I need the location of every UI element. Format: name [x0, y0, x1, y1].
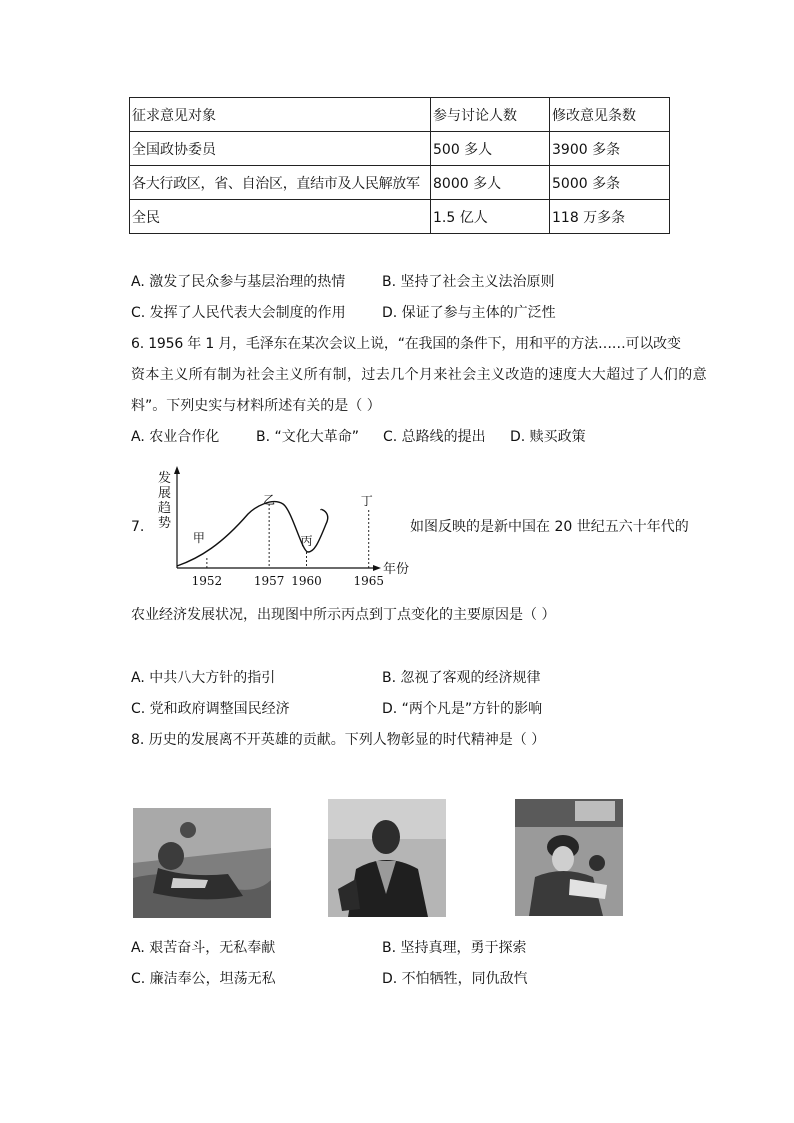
q7-stem-next: 农业经济发展状况，出现图中所示丙点到丁点变化的主要原因是（ ） — [131, 607, 556, 623]
y-axis-label: 发展趋势 — [158, 471, 172, 531]
table-header: 修改意见条数 — [550, 98, 670, 132]
table-row — [130, 200, 670, 234]
x-tick-label: 1965 — [353, 574, 385, 588]
q6-option-b: B. “文化大革命” — [256, 429, 360, 445]
table-cell: 全国政协委员 — [130, 132, 431, 166]
survey-table — [129, 97, 670, 234]
q6-stem-line2: 资本主义所有制为社会主义所有制，过去几个月来社会主义改造的速度大大超过了人们的意 — [131, 367, 707, 383]
q7-option-b: B. 忽视了客观的经济规律 — [382, 670, 541, 686]
table-header-row — [130, 98, 670, 132]
q5-option-d: D. 保证了参与主体的广泛性 — [382, 305, 556, 321]
q8-option-d: D. 不怕牺牲，同仇敌忾 — [382, 971, 528, 987]
hero-photo-2 — [328, 799, 446, 917]
x-tick-label: 1952 — [191, 574, 223, 588]
q8-option-c: C. 廉洁奉公，坦荡无私 — [131, 971, 276, 987]
q7-number: 7. — [131, 519, 145, 535]
q8-option-a: A. 艰苦奋斗，无私奉献 — [131, 940, 276, 956]
table-cell: 全民 — [130, 200, 431, 234]
x-tick-label: 1957 — [253, 574, 285, 588]
table-cell: 各大行政区，省、自治区，直结市及人民解放军 — [130, 166, 431, 200]
table-cell: 500 多人 — [431, 132, 550, 166]
table-header: 参与讨论人数 — [431, 98, 550, 132]
q6-option-c: C. 总路线的提出 — [383, 429, 486, 445]
q6-stem-line1: 6. 1956 年 1 月，毛泽东在某次会议上说，“在我国的条件下，用和平的方法……可以改变 — [131, 336, 681, 352]
agricultural-trend-chart — [150, 462, 415, 592]
q5-option-b: B. 坚持了社会主义法治原则 — [382, 274, 555, 290]
table-cell: 8000 多人 — [431, 166, 550, 200]
point-label-1957: 乙 — [263, 493, 276, 507]
point-label-1965: 丁 — [360, 494, 373, 508]
table-row — [130, 166, 670, 200]
table-cell: 1.5 亿人 — [431, 200, 550, 234]
q8-stem: 8. 历史的发展离不开英雄的贡献。下列人物彰显的时代精神是（ ） — [131, 732, 546, 748]
hero-photo-1 — [133, 808, 271, 918]
x-axis-arrow — [373, 565, 381, 571]
y-axis-arrow — [174, 466, 180, 474]
q8-option-b: B. 坚持真理，勇于探索 — [382, 940, 527, 956]
point-label-1952: 甲 — [192, 531, 205, 545]
q7-option-d: D. “两个凡是”方针的影响 — [382, 701, 543, 717]
table-cell: 5000 多条 — [550, 166, 670, 200]
x-axis-label: 年份 — [383, 562, 410, 577]
table-cell: 118 万多条 — [550, 200, 670, 234]
hero-photo-3 — [515, 799, 623, 916]
q6-stem-line3: 料”。下列史实与材料所述有关的是（ ） — [131, 398, 381, 414]
point-label-1960: 丙 — [300, 534, 313, 548]
x-tick-label: 1960 — [291, 574, 322, 588]
table-cell: 3900 多条 — [550, 132, 670, 166]
table-header: 征求意见对象 — [130, 98, 431, 132]
q5-option-a: A. 激发了民众参与基层治理的热情 — [131, 274, 346, 290]
q7-option-a: A. 中共八大方针的指引 — [131, 670, 276, 686]
q6-option-d: D. 赎买政策 — [510, 429, 586, 445]
table-row — [130, 132, 670, 166]
q6-option-a: A. 农业合作化 — [131, 429, 220, 445]
q5-option-c: C. 发挥了人民代表大会制度的作用 — [131, 305, 346, 321]
q7-option-c: C. 党和政府调整国民经济 — [131, 701, 290, 717]
q7-stem-right: 如图反映的是新中国在 20 世纪五六十年代的 — [410, 519, 689, 535]
